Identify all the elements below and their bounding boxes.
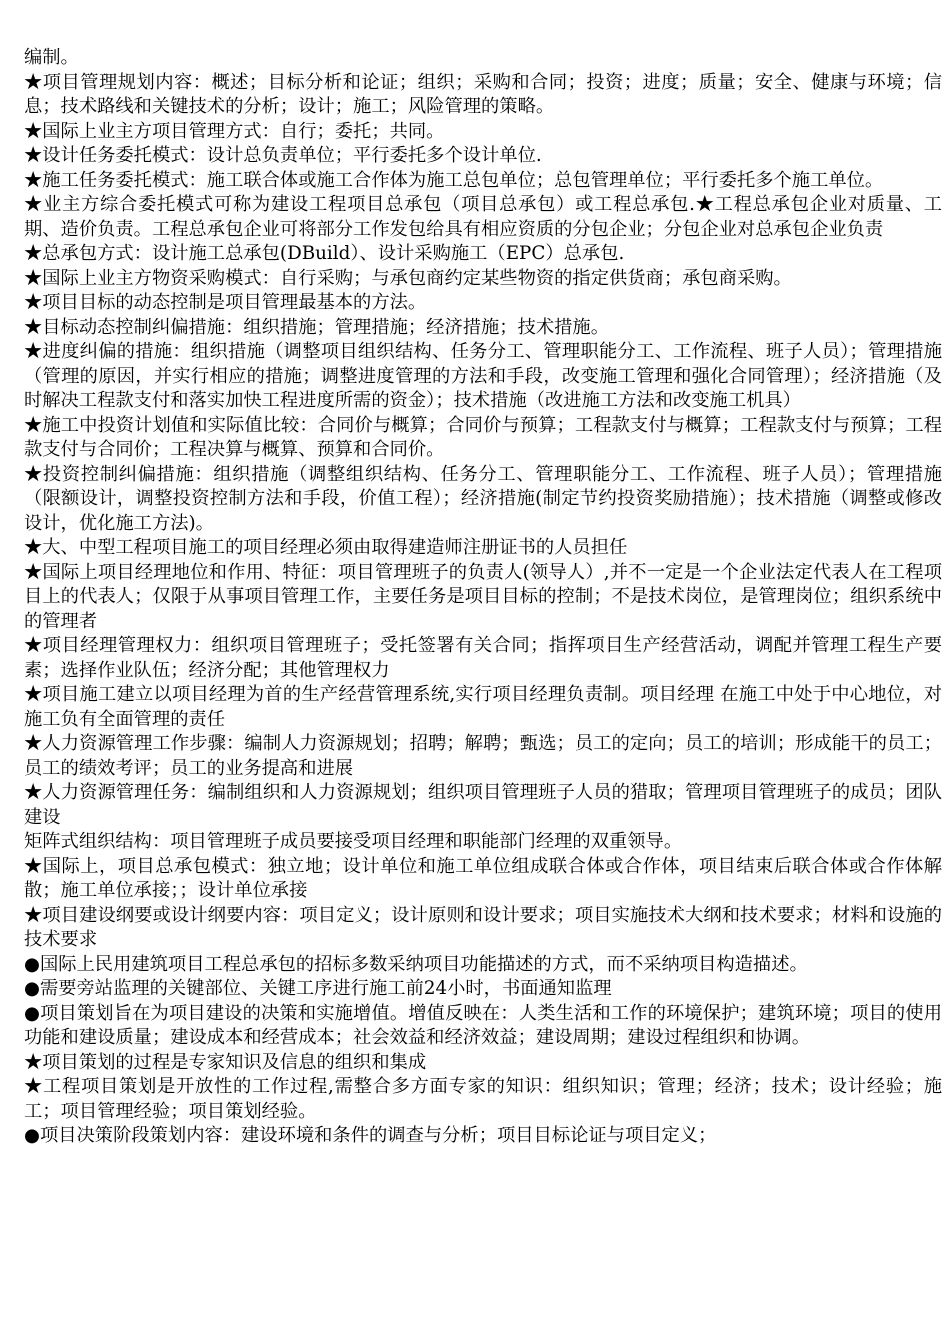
paragraph: ★总承包方式：设计施工总承包(DBuild）、设计采购施工（EPC）总承包. [24, 243, 625, 264]
paragraph: ★设计任务委托模式：设计总负责单位；平行委托多个设计单位. [24, 145, 542, 166]
paragraph: ★进度纠偏的措施：组织措施（调整项目组织结构、任务分工、管理职能分工、工作流程、班子人员）；管理措施（管理的原因，并实行相应的措施；调整进度管理的方法和手段，改变施工管理和强化合同管理）；经济措施（及时解决工程款支付和落实加快工程进度所需的资金）；技术措施（改进施工方法和改变施工机具） [24, 341, 942, 411]
paragraph: ★投资控制纠偏措施：组织措施（调整组织结构、任务分工、管理职能分工、工作流程、班子人员）；管理措施（限额设计，调整投资控制方法和手段，价值工程）；经济措施(制定节约投资奖励措施）；技术措施（调整或修改设计，优化施工方法)。 [24, 463, 942, 534]
paragraph: ★项目经理管理权力：组织项目管理班子；受托签署有关合同；指挥项目生产经营活动，调配并管理工程生产要素；选择作业队伍；经济分配；其他管理权力 [24, 635, 942, 681]
paragraph: ★人力资源管理任务：编制组织和人力资源规划；组织项目管理班子人员的猎取；管理项目管理班子的成员；团队建设 [24, 782, 942, 828]
paragraph: ★人力资源管理工作步骤：编制人力资源规划；招聘；解聘；甄选；员工的定向；员工的培训；形成能干的员工；员工的绩效考评；员工的业务提高和进展 [24, 733, 942, 779]
paragraph: ●需要旁站监理的关键部位、关键工序进行施工前24小时，书面通知监理 [24, 978, 612, 999]
paragraph: ★目标动态控制纠偏措施：组织措施；管理措施；经济措施；技术措施。 [24, 316, 609, 338]
paragraph: ★项目策划的过程是专家知识及信息的组织和集成 [24, 1051, 427, 1073]
paragraph: 编制。 [24, 47, 79, 68]
paragraph: ●国际上民用建筑项目工程总承包的招标多数采纳项目功能描述的方式，而不采纳项目构造描述。 [24, 953, 808, 975]
paragraph: ★项目施工建立以项目经理为首的生产经营管理系统,实行项目经理负责制。项目经理 在施工中处于中心地位，对施工负有全面管理的责任 [24, 684, 942, 730]
paragraph: ★项目管理规划内容：概述；目标分析和论证；组织；采购和合同；投资；进度；质量；安全、健康与环境；信息；技术路线和关键技术的分析；设计；施工；风险管理的策略。 [24, 71, 942, 117]
paragraph: ★国际上，项目总承包模式：独立地；设计单位和施工单位组成联合体或合作体，项目结束后联合体或合作体解散；施工单位承接；；设计单位承接 [24, 855, 942, 901]
paragraph: ★工程项目策划是开放性的工作过程,需整合多方面专家的知识：组织知识；管理；经济；技术；设计经验；施工；项目管理经验；项目策划经验。 [24, 1076, 942, 1122]
paragraph: ★国际上项目经理地位和作用、特征：项目管理班子的负责人(领导人）,并不一定是一个企业法定代表人在工程项目上的代表人；仅限于从事项目管理工作，主要任务是项目目标的控制；不是技术岗位，是管理岗位；组织系统中的管理者 [24, 561, 942, 632]
paragraph: ●项目策划旨在为项目建设的决策和实施增值。增值反映在：人类生活和工作的环境保护；建筑环境；项目的使用功能和建设质量；建设成本和经营成本；社会效益和经济效益；建设周期；建设过程组织和协调。 [24, 1002, 942, 1048]
document-body [24, 46, 942, 1149]
paragraph: ★项目目标的动态控制是项目管理最基本的方法。 [24, 292, 427, 313]
paragraph: ★施工任务委托模式：施工联合体或施工合作体为施工总包单位；总包管理单位；平行委托多个施工单位。 [24, 169, 884, 191]
paragraph: ★国际上业主方物资采购模式：自行采购；与承包商约定某些物资的指定供货商；承包商采购。 [24, 267, 792, 289]
paragraph: ★施工中投资计划值和实际值比较：合同价与概算；合同价与预算；工程款支付与概算；工程款支付与预算；工程款支付与合同价；工程决算与概算、预算和合同价。 [24, 414, 942, 460]
paragraph: ★大、中型工程项目施工的项目经理必须由取得建造师注册证书的人员担任 [24, 537, 628, 558]
paragraph: 矩阵式组织结构：项目管理班子成员要接受项目经理和职能部门经理的双重领导。 [24, 831, 683, 852]
paragraph: ★业主方综合委托模式可称为建设工程项目总承包（项目总承包）或工程总承包.★工程总承包企业对质量、工期、造价负责。工程总承包企业可将部分工作发包给具有相应资质的分包企业；分包企业对总承包企业负责 [24, 194, 942, 240]
paragraph: ★国际上业主方项目管理方式：自行；委托；共同。 [24, 120, 445, 142]
paragraph: ★项目建设纲要或设计纲要内容：项目定义；设计原则和设计要求；项目实施技术大纲和技术要求；材料和设施的技术要求 [24, 904, 942, 950]
paragraph: ●项目决策阶段策划内容：建设环境和条件的调查与分析；项目目标论证与项目定义； [24, 1125, 717, 1146]
